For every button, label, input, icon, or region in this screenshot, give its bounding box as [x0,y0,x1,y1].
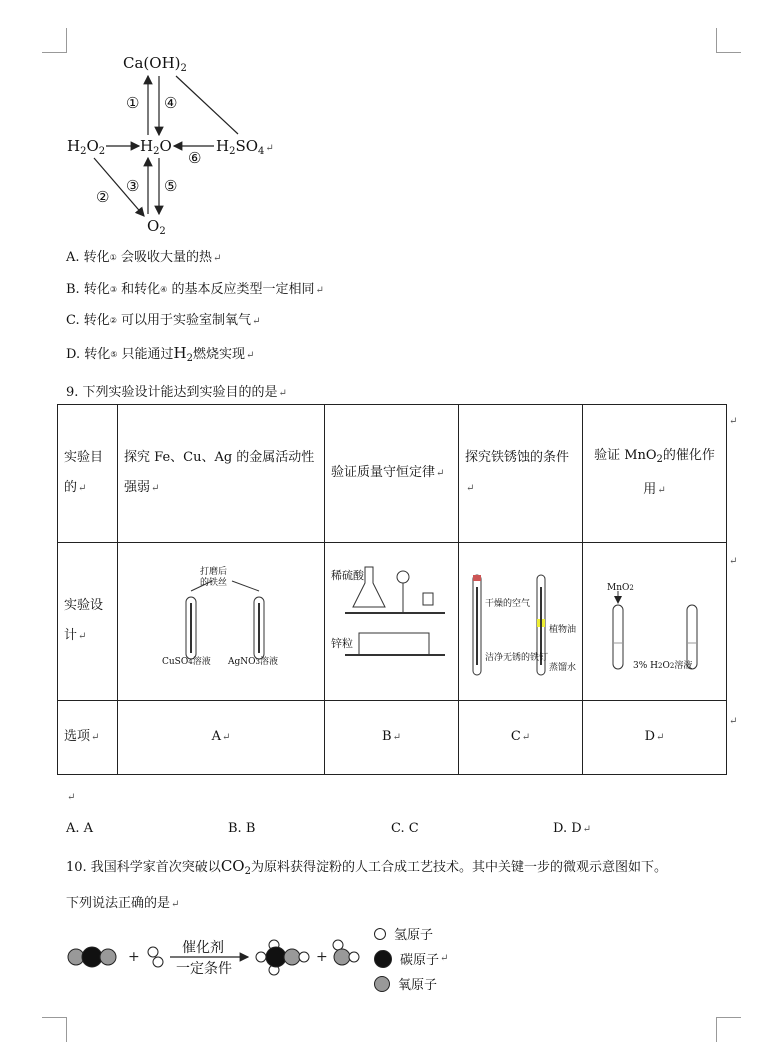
node-h2o: $H_2O$ [140,137,172,157]
legend-hydrogen: 氢原子 [374,924,433,943]
plus-sign: + [128,949,140,965]
q10-stem: 10. 我国科学家首次突破以$CO_2$为原料获得淀粉的人工合成工艺技术。其中关键一步的微观示意图如下。 [66,857,667,877]
q9-answer-b: B. B [228,821,256,836]
label-5: ⑤ [164,177,178,195]
line-caoh2-h2so4 [176,76,238,134]
fig-b-acid-label: 稀硫酸 [331,569,364,582]
legend-oxygen: 氧原子 [374,974,437,993]
fig-c-water-label: 蒸馏水 [549,663,577,673]
label-3: ③ [126,177,140,195]
water-oxygen-atom [334,949,350,965]
node-h2so4: $H_2SO_4↵$ [216,137,274,157]
hydrogen-atom-swatch [374,928,386,940]
fig-d-mno2-label: MnO2 [607,583,634,593]
q9-answer-c: C. C [391,821,419,836]
node-caoh2: $Ca(OH)_2$ [123,54,187,74]
h2-hydrogen-atom [148,947,158,957]
option-cell-b: B↵ [325,701,459,775]
q8-option-d: D. 转化⑤ 只能通过$H_2$燃烧实现↵ [66,344,255,364]
q8-option-b: B. 转化③ 和转化④ 的基本反应类型一定相同↵ [66,282,324,297]
product-hydrogen-atom [299,952,309,962]
label-1: ① [126,94,140,112]
row-header-purpose: 实验目的↵ [58,405,118,543]
crop-mark-top-right [716,28,741,53]
purpose-d: 验证 MnO$_2$的催化作用↵ [583,405,727,543]
fig-b-zinc-label: 锌粒 [331,637,353,650]
fig-c-iron-label: 洁净无锈的铁钉 [485,653,549,663]
row-end-mark: ↵ [729,416,738,427]
diagram-arrows [0,0,300,240]
fig-a-wire-label: 打磨后 的铁丝 [200,567,228,588]
plus-sign: + [316,949,328,965]
table-row [58,701,727,775]
purpose-b: 验证质量守恒定律↵ [325,405,459,543]
water-hydrogen-atom [349,952,359,962]
fig-c-air-label: 干燥的空气 [485,599,531,609]
table-row [58,543,727,701]
option-cell-c: C↵ [459,701,583,775]
node-o2: $O_2$ [147,217,166,237]
q10-stem-line2: 下列说法正确的是↵ [66,896,180,911]
design-d [583,543,727,701]
legend-carbon: 碳原子 ↵ [374,949,448,968]
q9-stem: 9. 下列实验设计能达到实验目的的是↵ [66,385,287,400]
row-header-option: 选项↵ [58,701,118,775]
table-row [58,405,727,543]
option-cell-a: A↵ [118,701,325,775]
fig-a-left-solution: CuSO4溶液 [162,657,211,667]
label-4: ④ [164,94,178,112]
node-h2o2: $H_2O_2$ [67,137,106,157]
q8-option-a: A. 转化① 会吸收大量的热↵ [66,250,222,265]
co2-carbon-atom [82,947,102,967]
condition-general: 一定条件 [176,961,232,977]
product-carbon-atom [266,947,286,967]
purpose-c: 探究铁锈蚀的条件↵ [459,405,583,543]
q9-answer-a: A. A [66,821,94,836]
fig-a-right-solution: AgNO3溶液 [228,657,278,667]
option-cell-d: D↵ [583,701,727,775]
design-c [459,543,583,701]
crop-mark-bottom-right [716,1017,741,1042]
row-end-mark: ↵ [729,556,738,567]
q8-option-c: C. 转化② 可以用于实验室制氧气↵ [66,313,261,328]
paragraph-mark: ↵ [67,792,76,803]
row-header-design: 实验设计↵ [58,543,118,701]
oxygen-atom-swatch [374,976,390,992]
carbon-atom-swatch [374,950,392,968]
design-b [325,543,459,701]
h2-hydrogen-atom [153,957,163,967]
purpose-a: 探究 Fe、Cu、Ag 的金属活动性强弱↵ [118,405,325,543]
condition-catalyst: 催化剂 [182,940,224,956]
crop-mark-bottom-left [42,1017,67,1042]
experiment-table [57,404,727,775]
water-hydrogen-atom [333,940,343,950]
fig-c-oil-label: 植物油 [549,625,577,635]
q9-answer-d: D. D↵ [553,821,592,836]
product-oxygen-atom [284,949,300,965]
label-2: ② [96,188,110,206]
co2-oxygen-atom [100,949,116,965]
fig-d-solution-label: 3% H2O2溶液 [633,661,693,671]
design-a [118,543,325,701]
label-6: ⑥ [188,149,202,167]
row-end-mark: ↵ [729,716,738,727]
product-hydrogen-atom [256,952,266,962]
